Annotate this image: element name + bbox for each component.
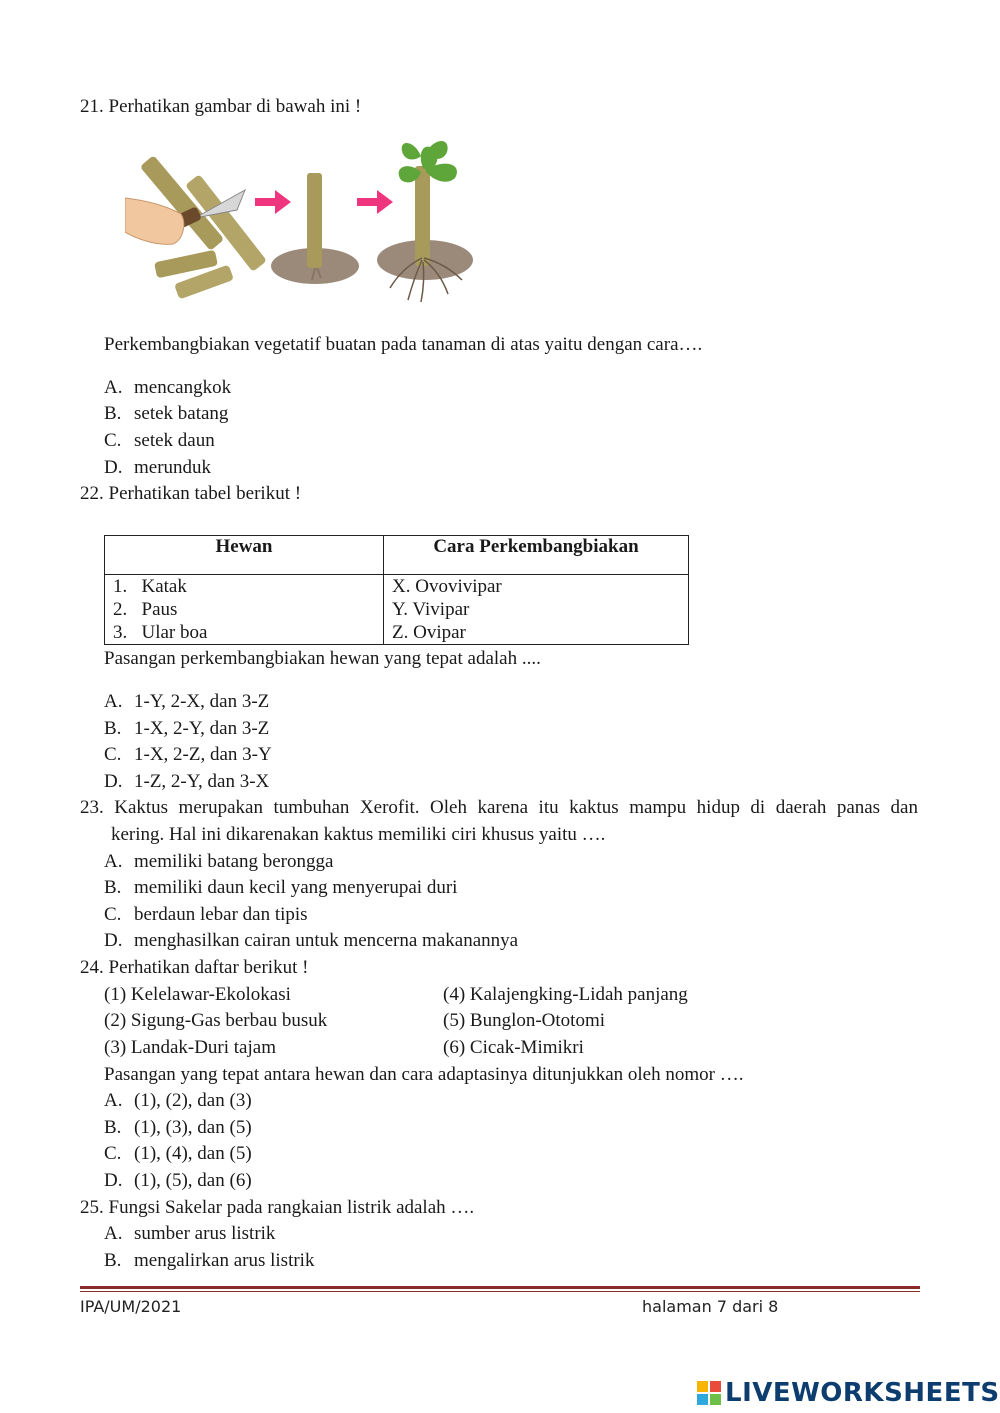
question-21: 21. Perhatikan gambar di bawah ini !: [80, 96, 362, 117]
arrow-1: [255, 190, 291, 214]
option-letter: A.: [104, 691, 123, 712]
option-text: 1-Y, 2-X, dan 3-Z: [134, 691, 270, 712]
option-letter: B.: [104, 1117, 122, 1138]
q24-option-c[interactable]: [104, 1143, 252, 1165]
option-text: setek batang: [134, 403, 229, 424]
footer-rule-thin: [80, 1291, 920, 1292]
q23-option-a[interactable]: [104, 851, 333, 873]
option-text: 1-X, 2-Y, dan 3-Z: [134, 718, 270, 739]
table-header-method: Cara Perkembangbiakan: [384, 536, 689, 575]
list-item: (3) Landak-Duri tajam: [104, 1037, 276, 1058]
option-text: 1-X, 2-Z, dan 3-Y: [134, 744, 272, 765]
option-text: 1-Z, 2-Y, dan 3-X: [134, 771, 270, 792]
list-item: (5) Bunglon-Ototomi: [443, 1010, 606, 1031]
planted-stem: [307, 173, 322, 268]
animal-3: 3. Ular boa: [113, 622, 208, 643]
q22-option-b[interactable]: [104, 718, 269, 740]
logo-icon: [697, 1381, 721, 1405]
option-letter: D.: [104, 1170, 123, 1191]
list-item: (6) Cicak-Mimikri: [443, 1037, 584, 1058]
option-text: (1), (2), dan (3): [134, 1090, 252, 1111]
q21-option-d[interactable]: [104, 457, 211, 479]
stem-cutting-illustration: [125, 128, 485, 313]
option-letter: A.: [104, 377, 123, 398]
reproduction-table: [104, 535, 689, 645]
question-24: 24. Perhatikan daftar berikut !: [80, 957, 309, 978]
option-text: memiliki daun kecil yang menyerupai duri: [134, 877, 458, 898]
q23-option-b[interactable]: [104, 877, 457, 899]
option-text: sumber arus listrik: [134, 1223, 276, 1244]
option-text: (1), (3), dan (5): [134, 1117, 252, 1138]
method-x: X. Ovovivipar: [392, 576, 502, 597]
question-22: 22. Perhatikan tabel berikut !: [80, 483, 302, 504]
list-item: (2) Sigung-Gas berbau busuk: [104, 1010, 328, 1031]
option-letter: C.: [104, 1143, 122, 1164]
option-letter: A.: [104, 1090, 123, 1111]
option-text: berdaun lebar dan tipis: [134, 904, 308, 925]
question-21-prompt: Perkembangbiakan vegetatif buatan pada tanaman di atas yaitu dengan cara….: [104, 334, 703, 355]
option-text: mencangkok: [134, 377, 232, 398]
option-text: (1), (4), dan (5): [134, 1143, 252, 1164]
option-letter: D.: [104, 771, 123, 792]
footer-page-number: halaman 7 dari 8: [642, 1297, 779, 1316]
option-letter: A.: [104, 851, 123, 872]
q24-option-a[interactable]: [104, 1090, 252, 1112]
animal-2: 2. Paus: [113, 599, 178, 620]
question-23-line-2: kering. Hal ini dikarenakan kaktus memiliki ciri khusus yaitu ….: [111, 824, 606, 845]
question-25: 25. Fungsi Sakelar pada rangkaian listrik adalah ….: [80, 1197, 475, 1218]
option-text: menghasilkan cairan untuk mencerna makanannya: [134, 930, 519, 951]
arrow-2: [357, 190, 393, 214]
q25-option-a[interactable]: [104, 1223, 275, 1245]
footer-rule: [80, 1286, 920, 1289]
list-item: (1) Kelelawar-Ekolokasi: [104, 984, 291, 1005]
q22-option-c[interactable]: [104, 744, 272, 766]
option-letter: B.: [104, 718, 122, 739]
option-text: memiliki batang berongga: [134, 851, 334, 872]
option-letter: C.: [104, 430, 122, 451]
option-letter: C.: [104, 744, 122, 765]
option-letter: D.: [104, 457, 123, 478]
q21-option-c[interactable]: [104, 430, 215, 452]
q23-option-c[interactable]: [104, 904, 308, 926]
question-22-prompt: Pasangan perkembangbiakan hewan yang tepat adalah ....: [104, 648, 541, 669]
liveworksheets-logo[interactable]: [697, 1378, 1000, 1408]
list-item: (4) Kalajengking-Lidah panjang: [443, 984, 688, 1005]
footer-code: IPA/UM/2021: [80, 1297, 182, 1316]
method-z: Z. Ovipar: [392, 622, 466, 643]
option-letter: B.: [104, 1250, 122, 1271]
option-text: mengalirkan arus listrik: [134, 1250, 315, 1271]
q21-option-b[interactable]: [104, 403, 228, 425]
question-24-prompt: Pasangan yang tepat antara hewan dan cara adaptasinya ditunjukkan oleh nomor ….: [104, 1064, 744, 1085]
option-letter: D.: [104, 930, 123, 951]
q24-option-b[interactable]: [104, 1117, 252, 1139]
animal-1: 1. Katak: [113, 576, 187, 597]
option-text: merunduk: [134, 457, 212, 478]
table-header-animal: Hewan: [105, 536, 384, 575]
q24-option-d[interactable]: [104, 1170, 252, 1192]
table-row: [105, 575, 689, 645]
option-text: (1), (5), dan (6): [134, 1170, 252, 1191]
q23-option-d[interactable]: [104, 930, 518, 952]
question-23-line-1: 23. Kaktus merupakan tumbuhan Xerofit. Oleh karena itu kaktus mampu hidup di daerah panas dan: [80, 797, 918, 818]
logo-text: LIVEWORKSHEETS: [725, 1378, 1000, 1408]
option-letter: C.: [104, 904, 122, 925]
rooted-stem: [415, 166, 430, 266]
option-letter: B.: [104, 403, 122, 424]
q22-option-a[interactable]: [104, 691, 269, 713]
option-text: setek daun: [134, 430, 215, 451]
option-letter: A.: [104, 1223, 123, 1244]
method-y: Y. Vivipar: [392, 599, 470, 620]
q21-option-a[interactable]: [104, 377, 231, 399]
q22-option-d[interactable]: [104, 771, 269, 793]
q25-option-b[interactable]: [104, 1250, 314, 1272]
option-letter: B.: [104, 877, 122, 898]
